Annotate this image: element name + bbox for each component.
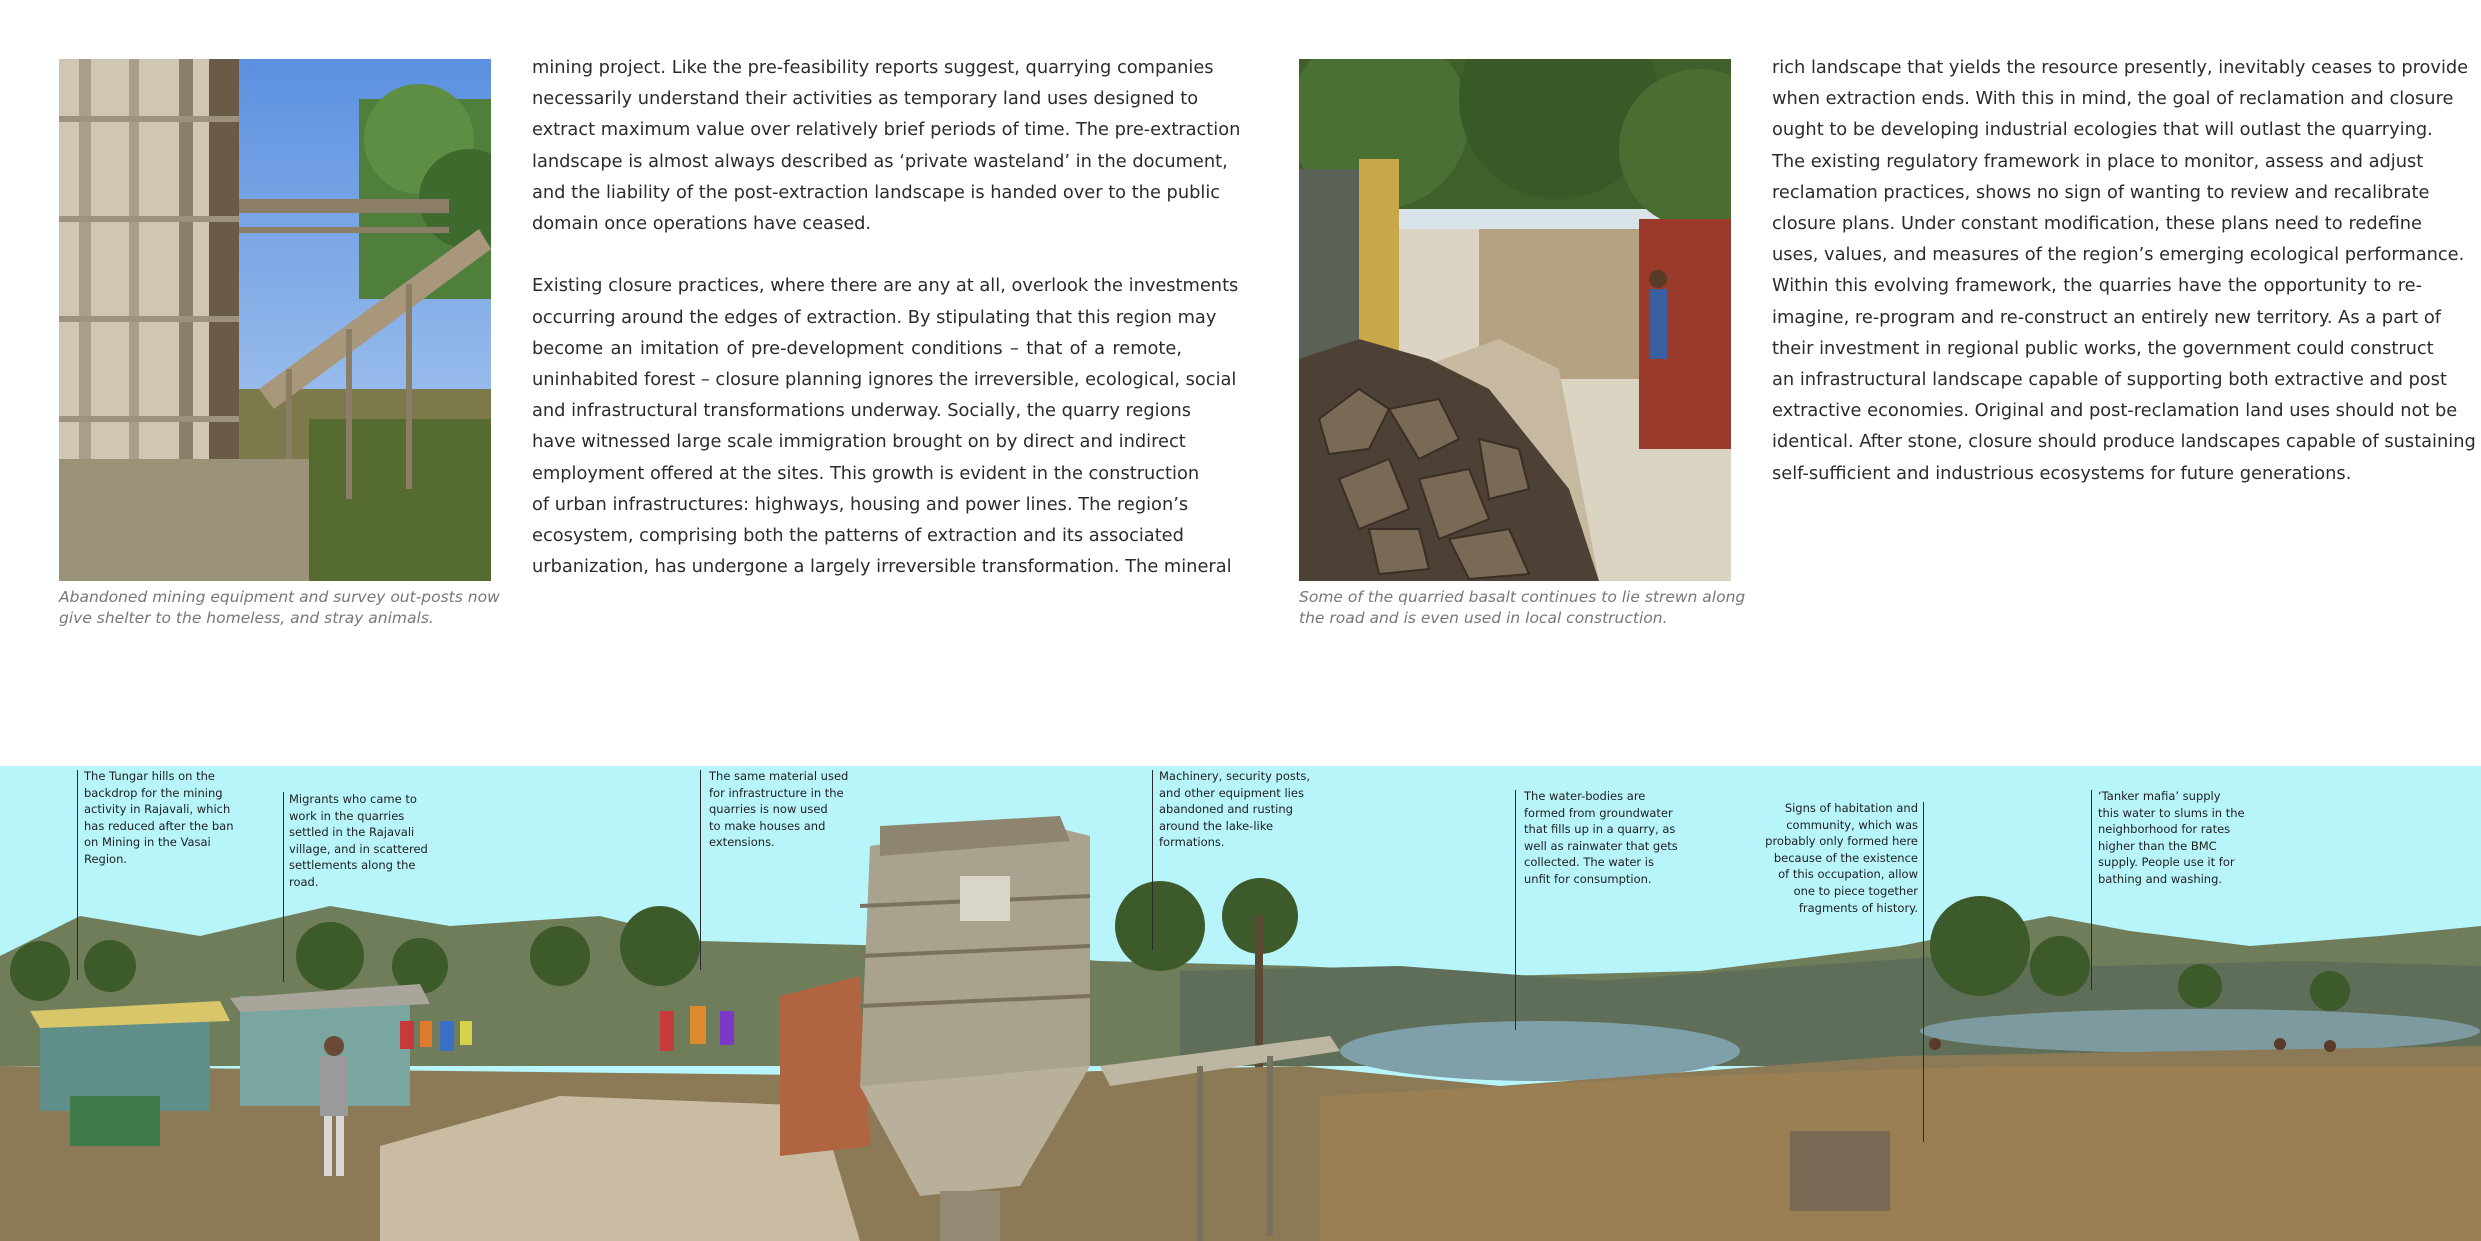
- annotation-line: Region.: [84, 851, 128, 866]
- annotation-line: activity in Rajavali, which: [84, 802, 231, 817]
- basalt-road-illustration: [1299, 59, 1731, 581]
- annotation-line: settlements along the: [289, 858, 416, 873]
- leader-line: [1152, 770, 1153, 950]
- annotation-line: work in the quarries: [289, 808, 405, 823]
- text-line: domain once operations have ceased.: [532, 213, 872, 235]
- annotation-line: backdrop for the mining: [84, 785, 223, 800]
- annotation-habitation: [1748, 800, 1918, 916]
- photo-abandoned-equipment: [59, 59, 491, 581]
- annotation-line: on Mining in the Vasai: [84, 835, 211, 850]
- annotation-tungar-hills: [84, 768, 234, 868]
- annotation-line: collected. The water is: [1524, 855, 1654, 870]
- panorama-quarry-landscape: [0, 766, 2481, 1241]
- text-line: extract maximum value over relatively brief periods of time. The pre-extraction: [532, 119, 1241, 141]
- annotation-line: extensions.: [709, 835, 775, 850]
- text-line: and infrastructural transformations underway. Socially, the quarry regions: [532, 400, 1192, 422]
- caption-line: the road and is even used in local construction.: [1299, 609, 1668, 627]
- text-line: reclamation practices, shows no sign of wanting to review and recalibrate: [1772, 181, 2430, 203]
- text-line: ecosystem, comprising both the patterns of extraction and its associated: [532, 525, 1184, 547]
- text-line: Within this evolving framework, the quarries have the opportunity to re-: [1772, 275, 2422, 297]
- text-line: landscape is almost always described as ‘private wasteland’ in the document,: [532, 150, 1228, 172]
- annotation-same-material: [709, 768, 848, 851]
- annotation-line: village, and in scattered: [289, 841, 428, 856]
- annotation-migrants: [289, 791, 428, 891]
- text-line: necessarily understand their activities as temporary land uses designed to: [532, 88, 1199, 110]
- text-line: have witnessed large scale immigration brought on by direct and indirect: [532, 431, 1186, 453]
- caption-line: Some of the quarried basalt continues to lie strewn along: [1299, 588, 1746, 606]
- annotation-line: this water to slums in the: [2098, 805, 2245, 820]
- annotation-line: that fills up in a quarry, as: [1524, 822, 1676, 837]
- annotation-tanker-mafia: [2098, 788, 2245, 888]
- photo-right-caption: [1299, 587, 1746, 629]
- leader-line: [700, 770, 701, 970]
- text-line: an infrastructural landscape capable of supporting both extractive and post: [1772, 369, 2447, 391]
- annotation-line: fragments of history.: [1798, 900, 1918, 915]
- text-line: of urban infrastructures: highways, housing and power lines. The region’s: [532, 493, 1189, 515]
- annotation-line: probably only formed here: [1765, 834, 1918, 849]
- annotation-line: because of the existence: [1773, 850, 1918, 865]
- text-line: and the liability of the post-extraction landscape is handed over to the public: [532, 181, 1221, 203]
- annotation-line: formed from groundwater: [1524, 805, 1673, 820]
- annotation-line: The same material used: [709, 769, 849, 783]
- annotation-line: community, which was: [1786, 817, 1918, 832]
- annotation-line: abandoned and rusting: [1159, 802, 1293, 817]
- text-column-a: [532, 52, 1241, 582]
- text-line: uninhabited forest – closure planning ignores the irreversible, ecological, social: [532, 369, 1237, 391]
- text-line: rich landscape that yields the resource presently, inevitably ceases to provide: [1772, 57, 2469, 78]
- text-line: their investment in regional public works, the government could construct: [1772, 337, 2434, 359]
- text-line: extractive economies. Original and post-reclamation land uses should not be: [1772, 400, 2458, 422]
- annotation-line: settled in the Rajavali: [289, 825, 415, 840]
- annotation-line: well as rainwater that gets: [1524, 838, 1678, 853]
- annotation-line: around the lake-like: [1159, 818, 1274, 833]
- text-line: ought to be developing industrial ecologies that will outlast the quarrying.: [1772, 119, 2433, 141]
- annotation-line: unfit for consumption.: [1524, 871, 1652, 886]
- leader-line: [1923, 802, 1924, 1142]
- text-line: identical. After stone, closure should produce landscapes capable of sustaining: [1772, 431, 2476, 453]
- annotation-line: neighborhood for rates: [2098, 822, 2231, 837]
- annotation-line: to make houses and: [709, 818, 826, 833]
- annotation-line: one to piece together: [1793, 883, 1918, 898]
- text-line: urbanization, has undergone a largely irreversible transformation. The mineral: [532, 556, 1232, 578]
- text-line: become an imitation of pre-development conditions – that of a remote,: [532, 337, 1182, 359]
- annotation-line: for infrastructure in the: [709, 785, 844, 800]
- text-column-b: [1772, 52, 2476, 489]
- paragraph: [1772, 52, 2476, 489]
- annotation-line: Migrants who came to: [289, 792, 417, 806]
- annotation-line: higher than the BMC: [2098, 838, 2217, 853]
- paragraph: [532, 270, 1239, 582]
- caption-line: give shelter to the homeless, and stray animals.: [59, 609, 434, 627]
- text-line: occurring around the edges of extraction. By stipulating that this region may: [532, 306, 1217, 328]
- annotation-line: of this occupation, allow: [1778, 867, 1918, 882]
- leader-line: [1515, 790, 1516, 1030]
- annotation-machinery: [1159, 768, 1310, 851]
- text-line: uses, values, and measures of the region’s emerging ecological performance.: [1772, 244, 2465, 266]
- text-line: employment offered at the sites. This growth is evident in the construction: [532, 462, 1200, 484]
- mining-equipment-illustration: [59, 59, 491, 581]
- annotation-line: Machinery, security posts,: [1159, 769, 1311, 783]
- annotation-line: supply. People use it for: [2098, 855, 2235, 870]
- text-line: Existing closure practices, where there are any at all, overlook the investments: [532, 275, 1239, 297]
- leader-line: [283, 792, 284, 982]
- annotation-line: The Tungar hills on the: [84, 769, 216, 783]
- text-line: imagine, re-program and re-construct an entirely new territory. As a part of: [1772, 306, 2442, 328]
- text-line: mining project. Like the pre-feasibility reports suggest, quarrying companies: [532, 57, 1214, 78]
- leader-line: [77, 770, 78, 980]
- text-line: closure plans. Under constant modification, these plans need to redefine: [1772, 213, 2422, 235]
- photo-quarried-basalt: [1299, 59, 1731, 581]
- annotation-line: ‘Tanker mafia’ supply: [2098, 789, 2221, 803]
- annotation-line: The water-bodies are: [1524, 789, 1646, 803]
- annotation-line: formations.: [1159, 835, 1225, 850]
- paragraph: [532, 52, 1241, 239]
- annotation-line: has reduced after the ban: [84, 818, 234, 833]
- photo-left-caption: [59, 587, 499, 629]
- annotation-water-bodies: [1524, 788, 1678, 888]
- text-line: The existing regulatory framework in place to monitor, assess and adjust: [1772, 150, 2424, 172]
- text-line: self-sufficient and industrious ecosystems for future generations.: [1772, 462, 2352, 484]
- annotation-line: road.: [289, 874, 319, 889]
- leader-line: [2091, 790, 2092, 990]
- annotation-line: bathing and washing.: [2098, 871, 2223, 886]
- text-line: when extraction ends. With this in mind, the goal of reclamation and closure: [1772, 88, 2454, 110]
- caption-line: Abandoned mining equipment and survey out-posts now: [59, 588, 500, 606]
- annotation-line: quarries is now used: [709, 802, 828, 817]
- annotation-line: Signs of habitation and: [1784, 801, 1918, 815]
- annotation-line: and other equipment lies: [1159, 785, 1304, 800]
